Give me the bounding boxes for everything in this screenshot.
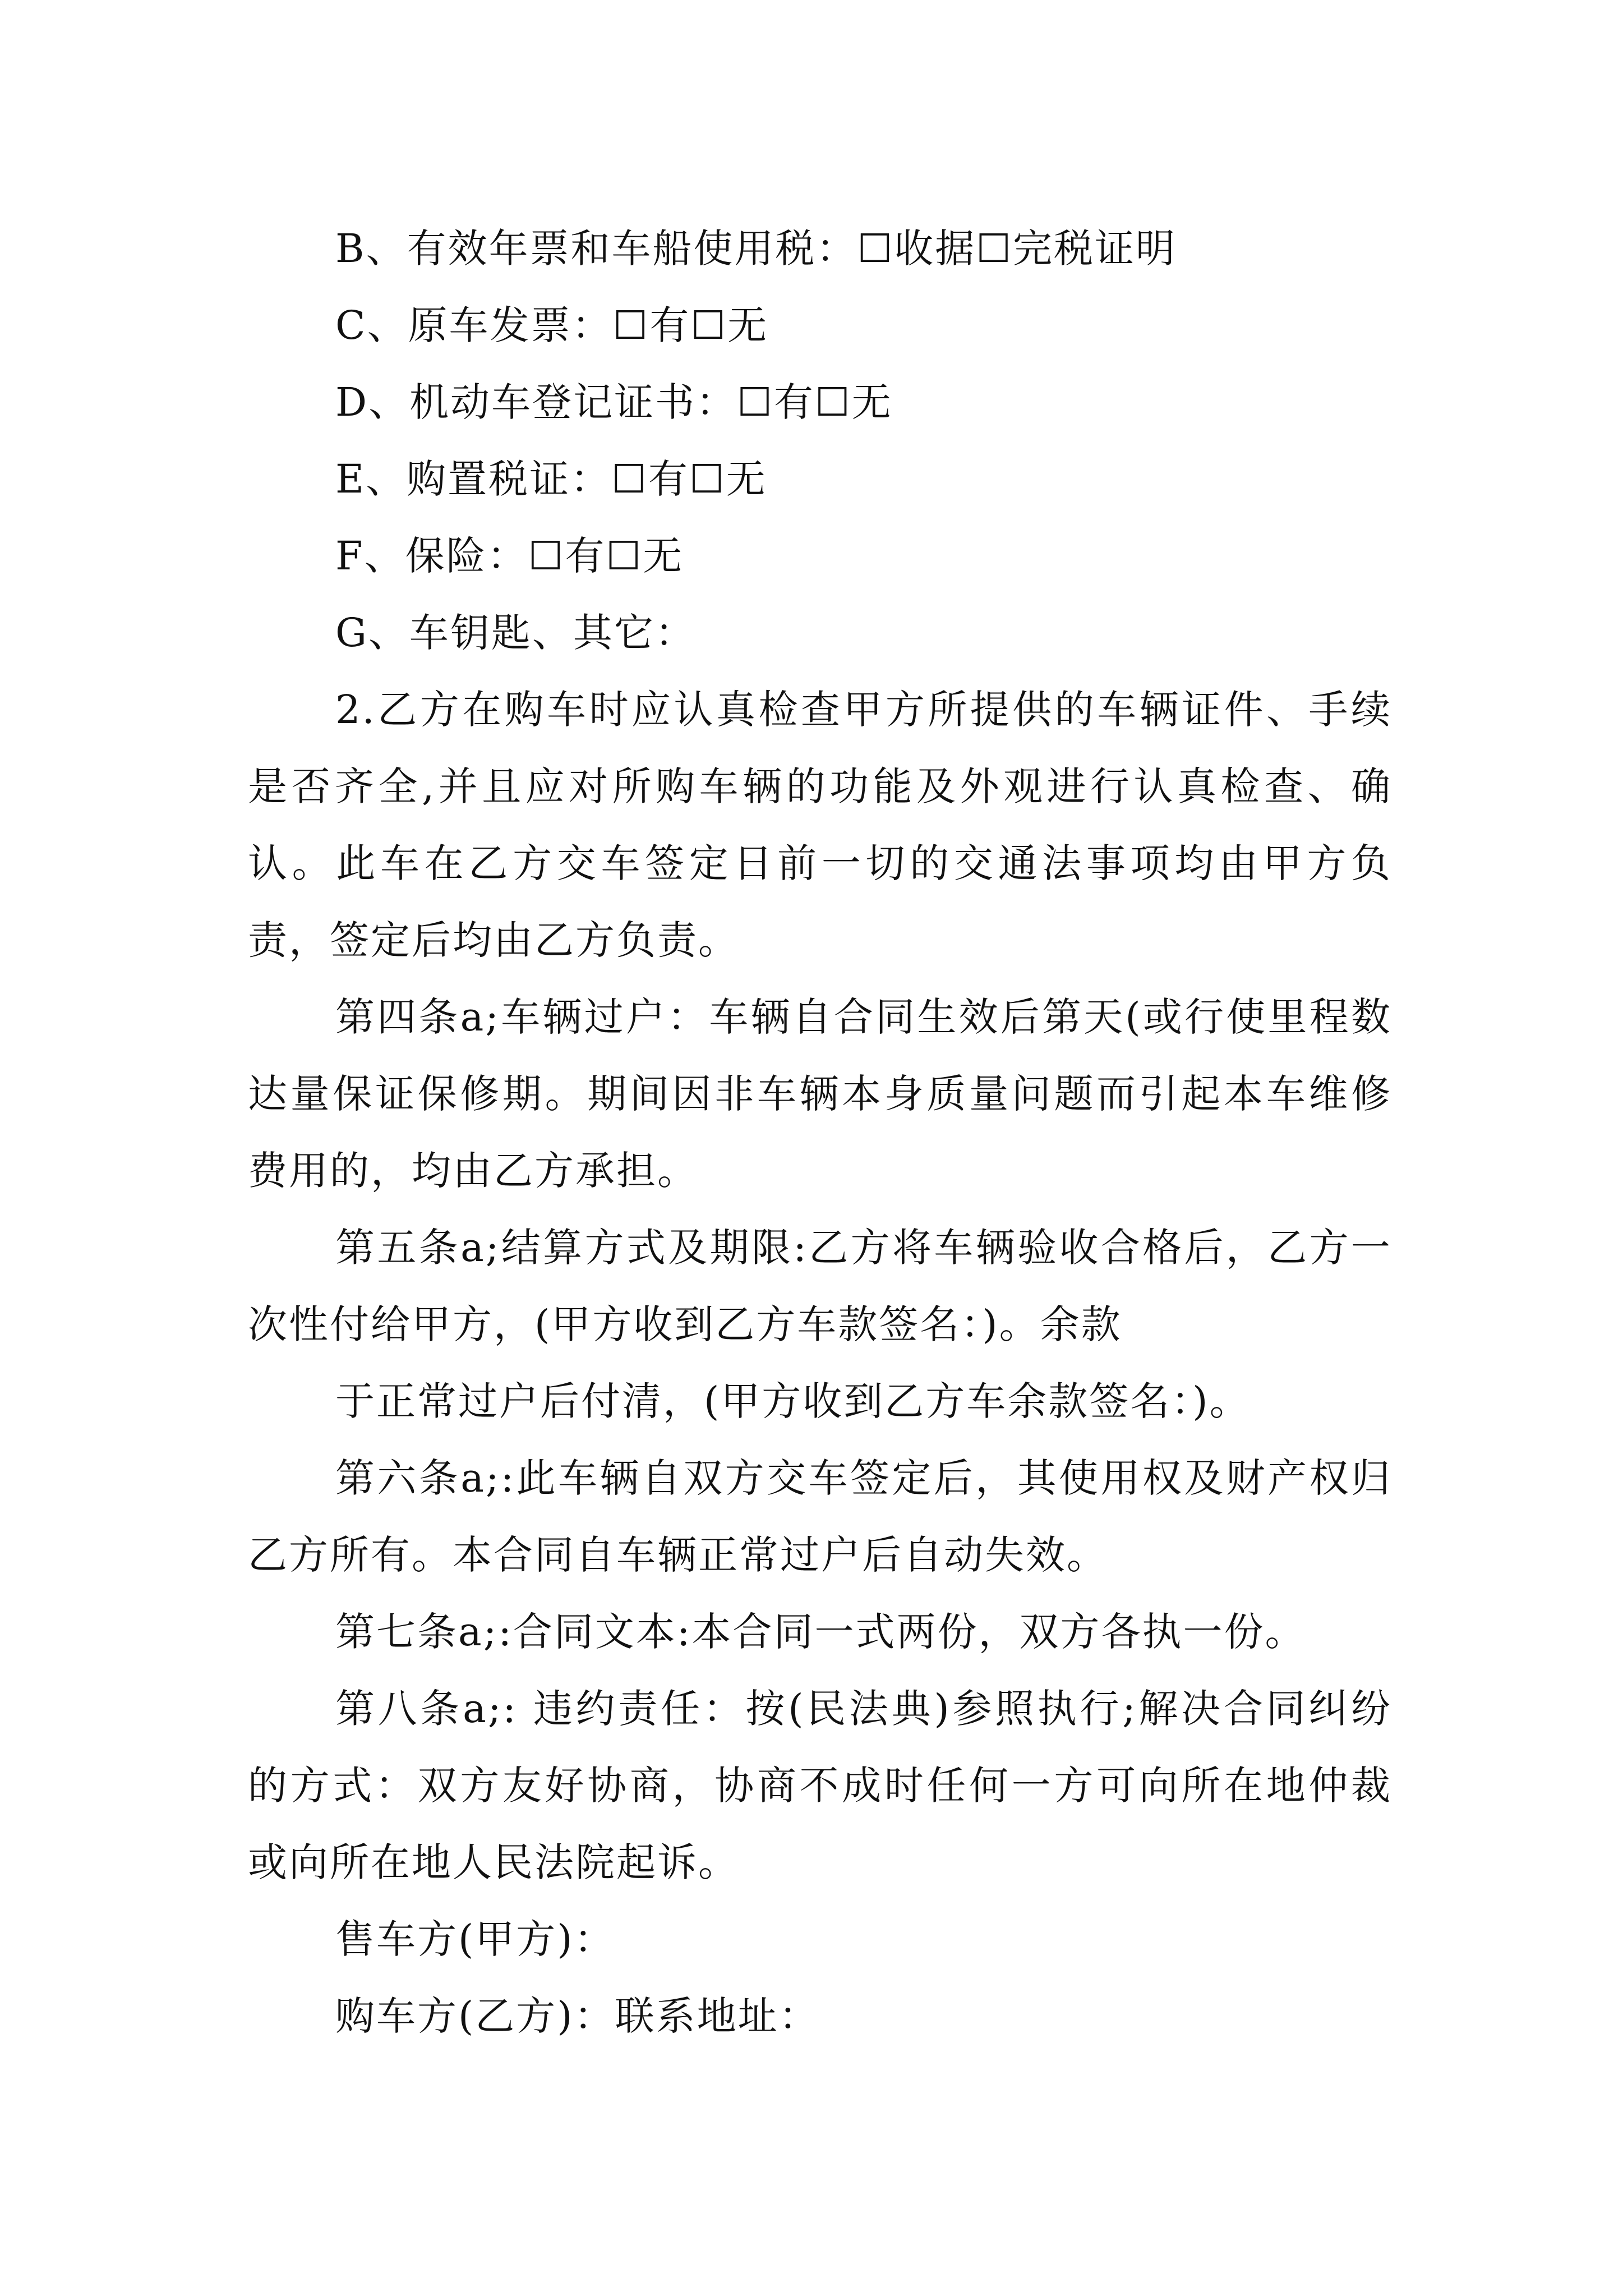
paragraph-article-4: 第四条a;车辆过户：车辆自合同生效后第天(或行使里程数达量保证保修期。期间因非车辆本身质量问题而引起本车维修费用的，均由乙方承担。: [248, 994, 1392, 1194]
paragraph-article-5: 第五条a;结算方式及期限:乙方将车辆验收合格后，乙方一次性付给甲方，(甲方收到乙方车款签名：)。余款: [248, 1225, 1392, 1347]
paragraph-article-8: 第八条a;: 违约责任：按(民法典)参照执行;解决合同纠纷的方式：双方友好协商，协商不成时任何一方可向所在地仲裁或向所在地人民法院起诉。: [248, 1686, 1392, 1885]
buyer-signature-line: 购车方(乙方)：联系地址：: [335, 1993, 820, 2039]
paragraph-item-g: G、车钥匙、其它：: [335, 610, 696, 656]
document-body: [248, 210, 1392, 2055]
paragraph-item-f: F、保险：☐有☐无: [335, 533, 684, 579]
paragraph-clause-2: 2.乙方在购车时应认真检查甲方所提供的车辆证件、手续是否齐全,并且应对所购车辆的功能及外观进行认真检查、确认。此车在乙方交车签定日前一切的交通法事项均由甲方负责，签定后均由乙方负责。: [248, 687, 1392, 963]
seller-signature-line: 售车方(甲方)：: [335, 1916, 615, 1962]
paragraph-item-e: E、购置税证：☐有☐无: [335, 456, 767, 502]
paragraph-article-6: 第六条a;:此车辆自双方交车签定后，其使用权及财产权归乙方所有。本合同自车辆正常过户后自动失效。: [248, 1455, 1392, 1578]
paragraph-article-5-continued: 于正常过户后付清，(甲方收到乙方车余款签名：)。: [335, 1378, 1251, 1424]
paragraph-item-c: C、原车发票：☐有☐无: [335, 302, 769, 348]
paragraph-item-b: B、有效年票和车船使用税：☐收据☐完税证明: [335, 226, 1177, 272]
paragraph-item-d: D、机动车登记证书：☐有☐无: [335, 379, 893, 425]
paragraph-article-7: 第七条a;:合同文本:本合同一式两份，双方各执一份。: [335, 1609, 1306, 1655]
